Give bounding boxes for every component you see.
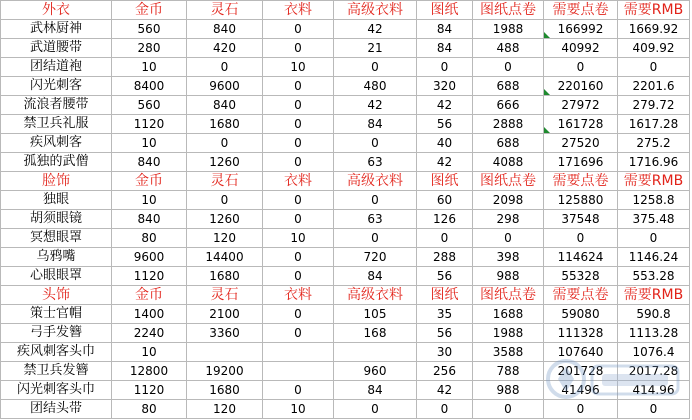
table-cell: 1120 (112, 381, 187, 400)
table-cell (263, 362, 334, 381)
table-cell: 414.96 (618, 381, 690, 400)
table-cell: 35 (417, 305, 473, 324)
table-cell: 1258.8 (618, 191, 690, 210)
section-header-row (1, 1, 690, 20)
column-header: 需要RMB (618, 286, 690, 305)
table-cell: 40 (417, 134, 473, 153)
table-cell: 2888 (473, 115, 544, 134)
table-cell: 590.8 (618, 305, 690, 324)
table-cell: 120 (187, 400, 263, 419)
table-row (1, 191, 690, 210)
table-cell: 0 (263, 210, 334, 229)
table-cell: 12800 (112, 362, 187, 381)
table-cell: 42 (417, 381, 473, 400)
table-cell: 84 (334, 381, 417, 400)
item-name: 闪光刺客头巾 (1, 381, 112, 400)
table-row (1, 343, 690, 362)
table-cell: 56 (417, 267, 473, 286)
column-header: 需要点卷 (544, 172, 618, 191)
table-cell: 171696 (544, 153, 618, 172)
table-cell: 63 (334, 210, 417, 229)
table-cell: 1688 (473, 305, 544, 324)
column-header: 图纸 (417, 286, 473, 305)
table-cell: 0 (334, 229, 417, 248)
table-cell: 1716.96 (618, 153, 690, 172)
table-cell: 0 (263, 77, 334, 96)
table-cell: 42 (334, 20, 417, 39)
table-cell: 2201.6 (618, 77, 690, 96)
item-name: 疾风刺客头巾 (1, 343, 112, 362)
table-cell: 1400 (112, 305, 187, 324)
item-name: 流浪者腰带 (1, 96, 112, 115)
table-cell: 0 (544, 400, 618, 419)
table-cell: 10 (112, 134, 187, 153)
column-header: 灵石 (187, 286, 263, 305)
table-cell: 126 (417, 210, 473, 229)
section-header-row (1, 286, 690, 305)
column-header: 衣料 (263, 1, 334, 20)
table-cell: 256 (417, 362, 473, 381)
table-cell (334, 343, 417, 362)
table-cell: 2017.28 (618, 362, 690, 381)
table-cell: 2100 (187, 305, 263, 324)
table-cell: 2098 (473, 191, 544, 210)
table-cell: 840 (112, 210, 187, 229)
table-cell: 275.2 (618, 134, 690, 153)
table-row (1, 153, 690, 172)
table-cell: 0 (187, 134, 263, 153)
table-cell: 0 (334, 191, 417, 210)
table-cell: 288 (417, 248, 473, 267)
table-cell: 560 (112, 20, 187, 39)
column-header: 金币 (112, 286, 187, 305)
table-cell: 60 (417, 191, 473, 210)
table-cell: 42 (417, 96, 473, 115)
table-cell: 80 (112, 400, 187, 419)
table-cell: 298 (473, 210, 544, 229)
table-cell: 0 (263, 248, 334, 267)
table-cell: 1680 (187, 381, 263, 400)
table-row (1, 248, 690, 267)
table-cell: 107640 (544, 343, 618, 362)
table-cell (263, 343, 334, 362)
section-category: 外衣 (1, 1, 112, 20)
table-cell: 56 (417, 324, 473, 343)
table-cell: 0 (263, 96, 334, 115)
table-cell: 788 (473, 362, 544, 381)
table-cell: 27520 (544, 134, 618, 153)
column-header: 衣料 (263, 286, 334, 305)
table-cell: 0 (334, 400, 417, 419)
table-cell: 9600 (187, 77, 263, 96)
table-cell: 8400 (112, 77, 187, 96)
table-cell: 168 (334, 324, 417, 343)
table-cell: 55328 (544, 267, 618, 286)
table-cell: 988 (473, 267, 544, 286)
column-header: 需要点卷 (544, 1, 618, 20)
table-cell: 1988 (473, 20, 544, 39)
section-header-row (1, 172, 690, 191)
table-cell: 21 (334, 39, 417, 58)
table-cell: 1146.24 (618, 248, 690, 267)
table-cell: 0 (618, 229, 690, 248)
table-cell: 111328 (544, 324, 618, 343)
table-cell: 0 (187, 58, 263, 77)
item-name: 禁卫兵发簪 (1, 362, 112, 381)
item-name: 武林厨神 (1, 20, 112, 39)
table-cell: 0 (187, 191, 263, 210)
table-cell: 0 (263, 324, 334, 343)
column-header: 图纸 (417, 1, 473, 20)
table-cell: 120 (187, 229, 263, 248)
column-header: 衣料 (263, 172, 334, 191)
table-cell: 666 (473, 96, 544, 115)
table-cell: 0 (263, 39, 334, 58)
table-cell: 84 (334, 267, 417, 286)
section-category: 脸饰 (1, 172, 112, 191)
table-cell: 280 (112, 39, 187, 58)
table-row (1, 210, 690, 229)
column-header: 需要点卷 (544, 286, 618, 305)
item-name: 策士官帽 (1, 305, 112, 324)
table-cell: 37548 (544, 210, 618, 229)
table-cell: 1076.4 (618, 343, 690, 362)
table-cell: 80 (112, 229, 187, 248)
table-cell: 59080 (544, 305, 618, 324)
column-header: 图纸 (417, 172, 473, 191)
column-header: 高级衣料 (334, 1, 417, 20)
table-cell: 9600 (112, 248, 187, 267)
column-header: 图纸点卷 (473, 172, 544, 191)
column-header: 金币 (112, 1, 187, 20)
table-row (1, 77, 690, 96)
column-header: 高级衣料 (334, 172, 417, 191)
table-cell: 320 (417, 77, 473, 96)
item-name: 乌鸦嘴 (1, 248, 112, 267)
table-cell: 0 (473, 58, 544, 77)
column-header: 图纸点卷 (473, 1, 544, 20)
table-cell: 84 (417, 20, 473, 39)
table-body (1, 1, 690, 419)
table-cell: 41496 (544, 381, 618, 400)
table-row (1, 96, 690, 115)
table-cell: 553.28 (618, 267, 690, 286)
table-cell: 0 (334, 134, 417, 153)
column-header: 灵石 (187, 1, 263, 20)
section-category: 头饰 (1, 286, 112, 305)
item-name: 团结头带 (1, 400, 112, 419)
table-cell: 560 (112, 96, 187, 115)
table-cell: 10 (263, 229, 334, 248)
table-cell: 1260 (187, 210, 263, 229)
table-cell: 1120 (112, 267, 187, 286)
column-header: 图纸点卷 (473, 286, 544, 305)
table-row (1, 324, 690, 343)
table-cell: 688 (473, 77, 544, 96)
table-cell: 840 (187, 20, 263, 39)
table-cell: 1617.28 (618, 115, 690, 134)
table-cell: 1113.28 (618, 324, 690, 343)
table-cell: 14400 (187, 248, 263, 267)
table-cell: 56 (417, 115, 473, 134)
table-cell: 10 (263, 400, 334, 419)
table-cell: 375.48 (618, 210, 690, 229)
table-cell: 10 (112, 58, 187, 77)
table-cell: 279.72 (618, 96, 690, 115)
table-row (1, 267, 690, 286)
table-cell: 42 (417, 153, 473, 172)
table-row (1, 305, 690, 324)
table-row (1, 362, 690, 381)
table-cell: 84 (334, 115, 417, 134)
table-cell: 30 (417, 343, 473, 362)
table-cell: 3588 (473, 343, 544, 362)
table-cell: 10 (112, 343, 187, 362)
table-cell: 0 (263, 267, 334, 286)
column-header: 金币 (112, 172, 187, 191)
table-cell: 105 (334, 305, 417, 324)
table-cell: 19200 (187, 362, 263, 381)
table-cell: 3360 (187, 324, 263, 343)
table-cell: 0 (618, 400, 690, 419)
table-cell: 1120 (112, 115, 187, 134)
table-row (1, 115, 690, 134)
table-cell: 840 (187, 96, 263, 115)
table-cell: 0 (263, 20, 334, 39)
table-cell: 0 (544, 58, 618, 77)
table-cell (187, 343, 263, 362)
table-cell: 488 (473, 39, 544, 58)
table-cell: 0 (263, 381, 334, 400)
table-cell: 480 (334, 77, 417, 96)
table-row (1, 20, 690, 39)
table-cell: 0 (263, 153, 334, 172)
table-row (1, 58, 690, 77)
table-cell: 220160 (544, 77, 618, 96)
table-cell: 10 (263, 58, 334, 77)
table-cell: 0 (263, 305, 334, 324)
item-name: 团结道袍 (1, 58, 112, 77)
table-cell: 398 (473, 248, 544, 267)
table-cell: 0 (473, 229, 544, 248)
table-cell: 1680 (187, 115, 263, 134)
table-cell: 840 (112, 153, 187, 172)
table-cell: 420 (187, 39, 263, 58)
item-name: 冥想眼罩 (1, 229, 112, 248)
table-cell: 0 (417, 400, 473, 419)
table-cell: 720 (334, 248, 417, 267)
table-cell: 0 (263, 134, 334, 153)
table-cell: 114624 (544, 248, 618, 267)
table-cell: 0 (263, 115, 334, 134)
table-cell: 27972 (544, 96, 618, 115)
column-header: 高级衣料 (334, 286, 417, 305)
table-cell: 4088 (473, 153, 544, 172)
item-name: 胡须眼镜 (1, 210, 112, 229)
item-name: 闪光刺客 (1, 77, 112, 96)
item-name: 禁卫兵礼服 (1, 115, 112, 134)
table-cell: 2240 (112, 324, 187, 343)
item-name: 心眼眼罩 (1, 267, 112, 286)
item-name: 武道腰带 (1, 39, 112, 58)
table-cell: 201728 (544, 362, 618, 381)
table-cell: 84 (417, 39, 473, 58)
table-row (1, 229, 690, 248)
table-cell: 0 (618, 58, 690, 77)
table-cell: 0 (473, 400, 544, 419)
item-name: 孤独的武僧 (1, 153, 112, 172)
table-cell: 1260 (187, 153, 263, 172)
table-cell: 1680 (187, 267, 263, 286)
column-header: 需要RMB (618, 172, 690, 191)
table-cell: 125880 (544, 191, 618, 210)
table-cell: 960 (334, 362, 417, 381)
table-cell: 42 (334, 96, 417, 115)
column-header: 灵石 (187, 172, 263, 191)
table-cell: 40992 (544, 39, 618, 58)
table-cell: 0 (417, 58, 473, 77)
table-cell: 166992 (544, 20, 618, 39)
table-cell: 161728 (544, 115, 618, 134)
table-cell: 409.92 (618, 39, 690, 58)
table-row (1, 39, 690, 58)
table-row (1, 400, 690, 419)
table-cell: 0 (417, 229, 473, 248)
item-name: 疾风刺客 (1, 134, 112, 153)
table-cell: 0 (544, 229, 618, 248)
table-cell: 63 (334, 153, 417, 172)
table-cell: 988 (473, 381, 544, 400)
column-header: 需要RMB (618, 1, 690, 20)
table-cell: 10 (112, 191, 187, 210)
table-cell: 1988 (473, 324, 544, 343)
item-name: 独眼 (1, 191, 112, 210)
table-cell: 688 (473, 134, 544, 153)
item-name: 弓手发簪 (1, 324, 112, 343)
table-cell: 0 (334, 58, 417, 77)
table-cell: 1669.92 (618, 20, 690, 39)
table-row (1, 134, 690, 153)
table-row (1, 381, 690, 400)
table-cell: 0 (263, 191, 334, 210)
